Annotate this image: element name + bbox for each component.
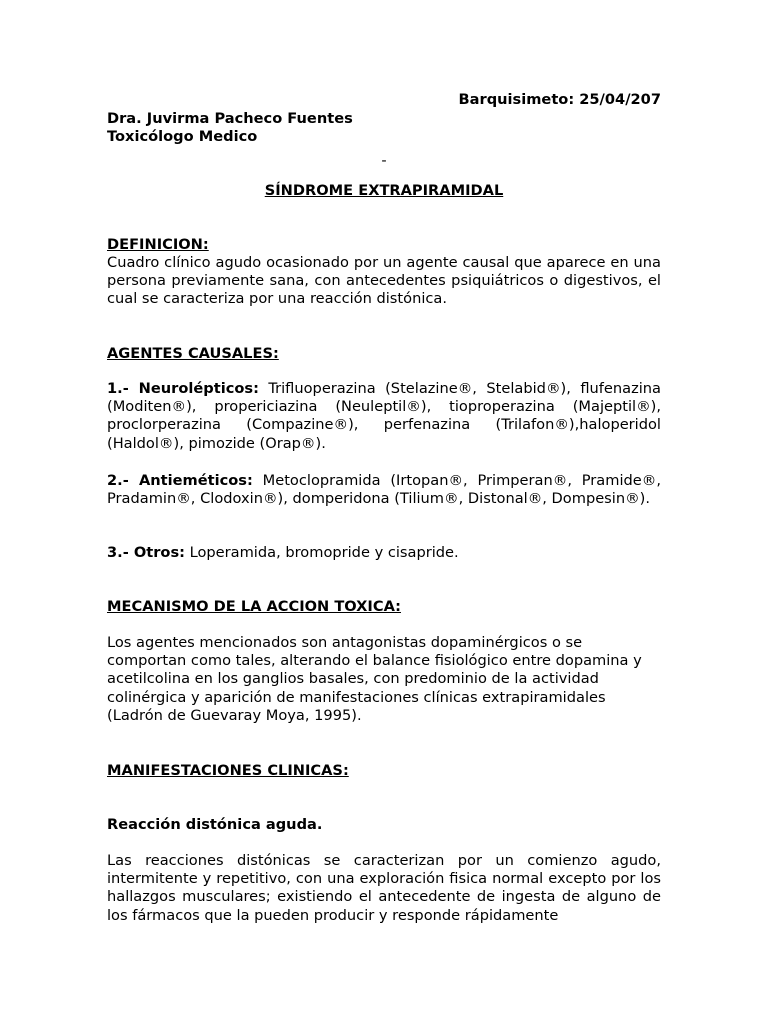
document-title: SÍNDROME EXTRAPIRAMIDAL — [264, 182, 504, 199]
mecanismo-text — [107, 634, 667, 725]
agentes-heading: AGENTES CAUSALES: — [107, 345, 279, 362]
author-name: Dra. Juvirma Pacheco Fuentes — [107, 110, 353, 127]
agent-text: Metoclopramida (Irtopan®, Primperan®, Pramide®, Pradamin®, Clodoxin®), domperidona (Tilium®, Distonal®, Dompesin®). — [107, 472, 661, 508]
agent-item-antiemeticos — [107, 472, 661, 508]
mecanismo-heading: MECANISMO DE LA ACCION TOXICA: — [107, 598, 401, 615]
definicion-heading: DEFINICION: — [107, 236, 209, 253]
mecanismo-line: acetilcolina en los ganglios basales, con predominio de la actividad — [107, 670, 599, 688]
agent-text: Loperamida, bromopride y cisapride. — [184, 544, 459, 561]
agent-label: 1.- Neurolépticos: — [107, 380, 259, 397]
separator-dash: - — [381, 152, 387, 169]
manifestaciones-heading: MANIFESTACIONES CLINICAS: — [107, 762, 349, 779]
date-line: Barquisimeto: 25/04/207 — [458, 91, 661, 108]
mecanismo-line: (Ladrón de Guevaray Moya, 1995). — [107, 706, 362, 724]
mecanismo-line: Los agentes mencionados son antagonistas dopaminérgicos o se — [107, 634, 583, 651]
agent-text: Trifluoperazina (Stelazine®, Stelabid®), flufenazina (Moditen®), propericiazina (Neuleptil®), tioproperazina (Majeptil®), proclorperazina (Compazine®), perfenazina (Trilafon®),haloperidol (Haldol®), pimozide (Orap®). — [107, 380, 661, 452]
author-title: Toxicólogo Medico — [107, 128, 258, 145]
agent-item-otros — [107, 544, 661, 562]
manifestaciones-text: Las reacciones distónicas se caracterizan por un comienzo agudo, intermitente y repetitivo, con una exploración fisica normal excepto por los hallazgos musculares; existiendo el antecedente de ingesta de alguno de los fármacos que la pueden producir y responde rápidamente — [107, 852, 661, 924]
manifestaciones-subheading: Reacción distónica aguda. — [107, 816, 323, 833]
definicion-text: Cuadro clínico agudo ocasionado por un agente causal que aparece en una persona previamente sana, con antecedentes psiquiátricos o digestivos, el cual se caracteriza por una reacción distónica. — [107, 254, 661, 308]
agent-label: 2.- Antieméticos: — [107, 472, 253, 489]
agent-item-neurolepticos — [107, 380, 661, 453]
mecanismo-line: comportan como tales, alterando el balance fisiológico entre dopamina y — [107, 652, 642, 670]
agent-label: 3.- Otros: — [107, 544, 185, 561]
mecanismo-line: colinérgica y aparición de manifestaciones clínicas extrapiramidales — [107, 688, 606, 706]
